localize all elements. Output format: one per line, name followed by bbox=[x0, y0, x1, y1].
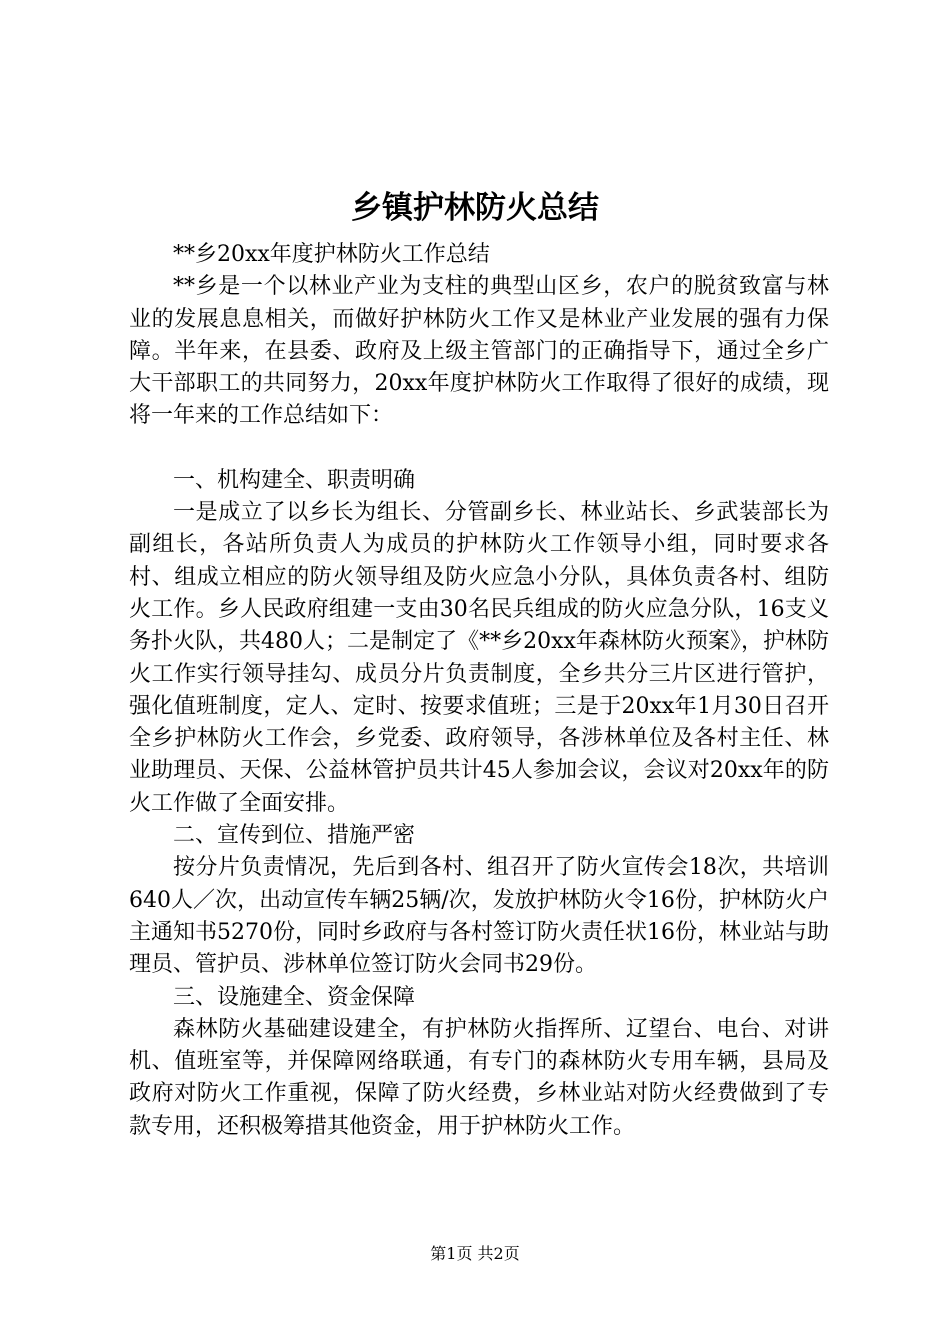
page-footer: 第1页 共2页 bbox=[430, 1244, 520, 1263]
document-title: 乡镇护林防火总结 bbox=[351, 190, 599, 226]
section-heading-3: 三、设施建全、资金保障 bbox=[173, 984, 416, 1010]
section-heading-1: 一、机构建全、职责明确 bbox=[173, 467, 416, 493]
section-body-2: 按分片负责情况，先后到各村、组召开了防火宣传会18次，共培训640人／次，出动宣传车辆25辆/次，发放护林防火令16份，护林防火户主通知书5270份，同时乡政府与各村签订防火责任状16份，林业站与助理员、管护员、涉林单位签订防火会同书29份。 bbox=[129, 855, 829, 978]
intro-paragraph: **乡是一个以林业产业为支柱的典型山区乡，农户的脱贫致富与林业的发展息息相关，而做好护林防火工作又是林业产业发展的强有力保障。半年来，在县委、政府及上级主管部门的正确指导下，通过全乡广大干部职工的共同努力，20xx年度护林防火工作取得了很好的成绩，现将一年来的工作总结如下： bbox=[129, 274, 829, 429]
section-body-1: 一是成立了以乡长为组长、分管副乡长、林业站长、乡武装部长为副组长，各站所负责人为成员的护林防火工作领导小组，同时要求各村、组成立相应的防火领导组及防火应急小分队，具体负责各村、组防火工作。乡人民政府组建一支由30名民兵组成的防火应急分队，16支义务扑火队，共480人；二是制定了《**乡20xx年森林防火预案》，护林防火工作实行领导挂勾、成员分片负责制度，全乡共分三片区进行管护，强化值班制度，定人、定时、按要求值班；三是于20xx年1月30日召开全乡护林防火工作会，乡党委、政府领导，各涉林单位及各村主任、林业助理员、天保、公益林管护员共计45人参加会议，会议对20xx年的防火工作做了全面安排。 bbox=[129, 500, 829, 816]
document-subtitle: **乡20xx年度护林防火工作总结 bbox=[173, 242, 490, 267]
section-heading-2: 二、宣传到位、措施严密 bbox=[173, 823, 416, 849]
section-body-3: 森林防火基础建设建全，有护林防火指挥所、辽望台、电台、对讲机、值班室等，并保障网络联通，有专门的森林防火专用车辆，县局及政府对防火工作重视，保障了防火经费，乡林业站对防火经费做到了专款专用，还积极筹措其他资金，用于护林防火工作。 bbox=[129, 1016, 829, 1139]
document-body bbox=[129, 239, 829, 1143]
paragraph-spacer bbox=[129, 433, 829, 465]
